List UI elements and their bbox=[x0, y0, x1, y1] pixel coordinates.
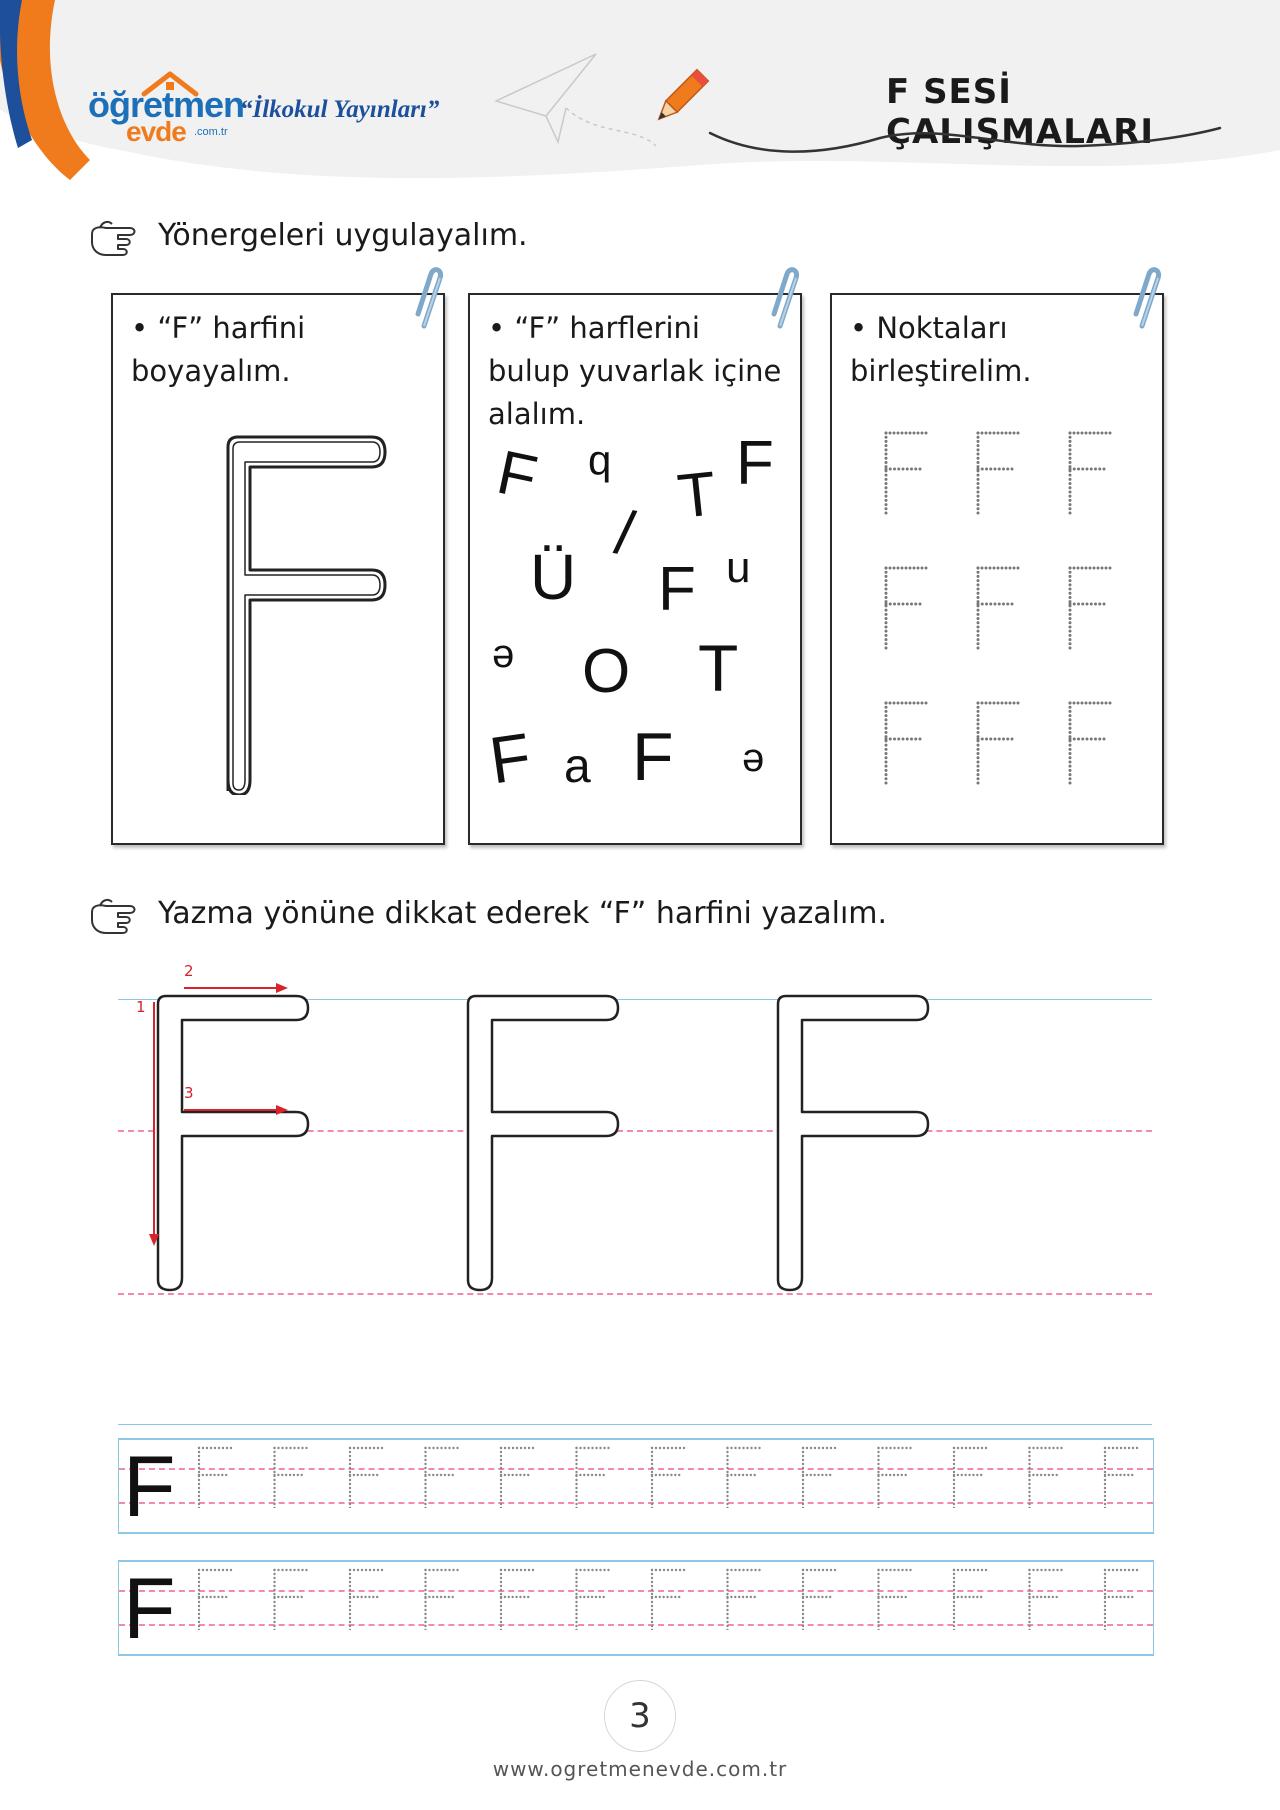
letter-item[interactable]: a bbox=[564, 740, 591, 793]
page-number: 3 bbox=[629, 1696, 651, 1736]
letter-item[interactable]: n bbox=[726, 549, 751, 598]
card-2-text bbox=[488, 307, 790, 436]
dotted-letter-f[interactable] bbox=[726, 1569, 760, 1630]
dotted-letter-f[interactable] bbox=[726, 1447, 760, 1508]
paper-clip-icon bbox=[1128, 266, 1168, 332]
letter-item[interactable]: T bbox=[674, 459, 720, 532]
dotted-letter-f[interactable] bbox=[1069, 567, 1112, 650]
dotted-letter-f[interactable] bbox=[885, 432, 928, 515]
page-number-badge bbox=[604, 1680, 676, 1752]
card-3-line-1: • Noktaları bbox=[850, 311, 1008, 345]
title-underline bbox=[700, 118, 1230, 168]
card-1-line-1: • “F” harfini bbox=[131, 311, 306, 345]
dotted-letter-f[interactable] bbox=[500, 1447, 534, 1508]
dotted-letter-f[interactable] bbox=[977, 702, 1020, 785]
letter-item[interactable]: F bbox=[658, 555, 696, 624]
card-1-text bbox=[131, 307, 433, 393]
dotted-letter-row[interactable] bbox=[197, 1444, 1153, 1508]
logo-text: öğretmen bbox=[88, 84, 245, 125]
dotted-letter-f[interactable] bbox=[802, 1569, 836, 1630]
dotted-letter-f[interactable] bbox=[977, 432, 1020, 515]
dotted-letter-grid[interactable] bbox=[872, 425, 1132, 825]
stroke-number-3: 3 bbox=[184, 1084, 194, 1102]
letter-item[interactable]: F bbox=[485, 718, 536, 798]
publisher-name: “İlkokul Yayınları” bbox=[240, 96, 440, 123]
practice-row-1[interactable] bbox=[118, 1438, 1154, 1534]
dotted-letter-f[interactable] bbox=[953, 1447, 987, 1508]
letter-item[interactable]: F bbox=[632, 719, 674, 795]
card-1-line-2: boyayalım. bbox=[131, 354, 291, 388]
letter-item[interactable]: e bbox=[742, 741, 765, 785]
stroke-number-1: 1 bbox=[136, 998, 146, 1016]
dotted-letter-f[interactable] bbox=[1069, 702, 1112, 785]
model-letter-f: F bbox=[123, 1561, 176, 1657]
dotted-letter-f[interactable] bbox=[651, 1569, 685, 1630]
letter-item[interactable]: e bbox=[492, 637, 515, 681]
dotted-letter-f[interactable] bbox=[877, 1569, 911, 1630]
dotted-letter-f[interactable] bbox=[424, 1447, 458, 1508]
model-letter-f: F bbox=[123, 1439, 176, 1535]
dotted-letter-f[interactable] bbox=[977, 567, 1020, 650]
card-3-line-2: birleştirelim. bbox=[850, 354, 1032, 388]
paper-clip-icon bbox=[766, 266, 806, 332]
card-connect-dots bbox=[830, 293, 1164, 845]
dotted-letter-f[interactable] bbox=[273, 1569, 307, 1630]
dotted-letter-f[interactable] bbox=[802, 1447, 836, 1508]
dotted-letter-f[interactable] bbox=[349, 1569, 383, 1630]
paper-clip-icon bbox=[410, 266, 450, 332]
pointing-hand-icon bbox=[88, 218, 144, 260]
letter-item[interactable]: b bbox=[588, 443, 612, 490]
dotted-letter-f[interactable] bbox=[575, 1569, 609, 1630]
footer-url[interactable]: www.ogretmenevde.com.tr bbox=[492, 1757, 788, 1781]
dotted-letter-f[interactable] bbox=[424, 1569, 458, 1630]
stroke-order-arrows bbox=[128, 960, 298, 1250]
dotted-letter-f[interactable] bbox=[885, 567, 928, 650]
dotted-letter-f[interactable] bbox=[1028, 1447, 1062, 1508]
card-2-line-1: • “F” harflerini bbox=[488, 311, 700, 345]
card-color-letter bbox=[111, 293, 445, 845]
dotted-letter-f[interactable] bbox=[651, 1447, 685, 1508]
dotted-letter-row[interactable] bbox=[197, 1566, 1153, 1630]
card-3-text bbox=[850, 307, 1152, 393]
card-find-letters bbox=[468, 293, 802, 845]
tracing-letter-f-3[interactable] bbox=[770, 990, 940, 1295]
page-title: F SESİ ÇALIŞMALARI bbox=[886, 72, 1155, 152]
letter-item[interactable]: F bbox=[491, 437, 543, 514]
letter-item[interactable]: Ü bbox=[530, 541, 577, 613]
dotted-letter-f[interactable] bbox=[1028, 1569, 1062, 1630]
card-2-line-2: bulup yuvarlak içine bbox=[488, 354, 782, 388]
dotted-letter-f[interactable] bbox=[500, 1569, 534, 1630]
dotted-letter-f[interactable] bbox=[198, 1569, 232, 1630]
letter-item[interactable]: / bbox=[610, 498, 640, 569]
pointing-hand-icon bbox=[88, 896, 144, 938]
logo-domain: .com.tr bbox=[194, 126, 228, 138]
instruction-1: Yönergeleri uygulayalım. bbox=[158, 218, 528, 253]
dotted-letter-f[interactable] bbox=[273, 1447, 307, 1508]
dotted-letter-f[interactable] bbox=[1069, 432, 1112, 515]
letter-item[interactable]: O bbox=[582, 637, 631, 706]
stroke-number-2: 2 bbox=[184, 962, 194, 980]
practice-row-2[interactable] bbox=[118, 1560, 1154, 1656]
dotted-letter-f[interactable] bbox=[575, 1447, 609, 1508]
dotted-letter-f[interactable] bbox=[953, 1569, 987, 1630]
logo-subtext: evde bbox=[126, 116, 186, 147]
dotted-letter-f[interactable] bbox=[1104, 1447, 1138, 1508]
letter-item[interactable]: F bbox=[736, 429, 774, 498]
dotted-letter-f[interactable] bbox=[885, 702, 928, 785]
card-2-line-3: alalım. bbox=[488, 397, 586, 431]
dotted-letter-f[interactable] bbox=[349, 1447, 383, 1508]
dotted-letter-f[interactable] bbox=[198, 1447, 232, 1508]
tracing-letter-f-2[interactable] bbox=[460, 990, 630, 1295]
dotted-letter-f[interactable] bbox=[877, 1447, 911, 1508]
instruction-2: Yazma yönüne dikkat ederek “F” harfini yazalım. bbox=[158, 896, 888, 931]
outline-letter-f[interactable] bbox=[195, 435, 395, 795]
practice-top-line bbox=[118, 1424, 1152, 1425]
dotted-letter-f[interactable] bbox=[1104, 1569, 1138, 1630]
letter-item[interactable]: T bbox=[698, 631, 739, 705]
